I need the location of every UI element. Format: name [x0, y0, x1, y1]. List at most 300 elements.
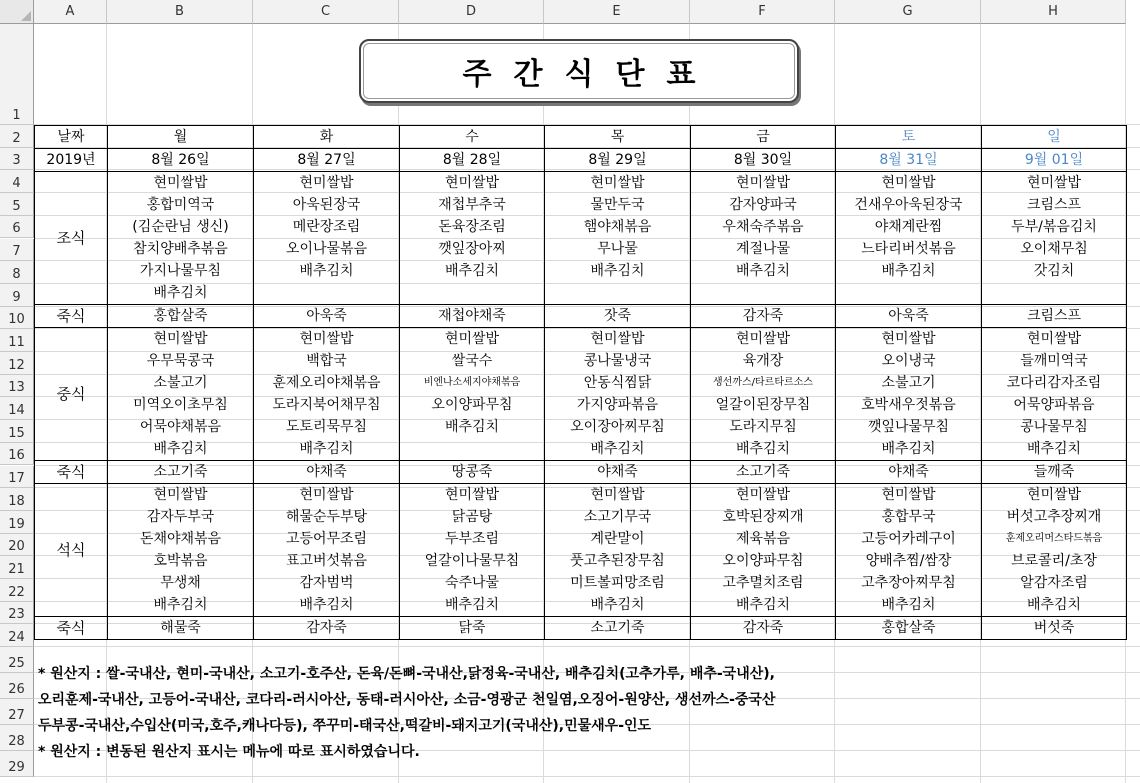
menu-item-cell-text: 배추김치 — [153, 441, 208, 457]
day-cell-text: 월 — [173, 129, 188, 145]
menu-item-cell-text: 현미쌀밥 — [1026, 175, 1082, 191]
menu-item-cell[interactable] — [545, 484, 691, 507]
menu-item-cell-text: 미트볼피망조림 — [570, 575, 665, 591]
menu-item-cell[interactable] — [691, 594, 836, 617]
menu-item-cell[interactable] — [836, 350, 982, 372]
title-box[interactable] — [359, 39, 799, 103]
menu-item-cell-text: 소불고기 — [881, 375, 936, 391]
menu-item-cell[interactable] — [400, 194, 545, 216]
porridge-cell[interactable] — [108, 617, 254, 640]
row-header-6[interactable]: 6 — [0, 216, 34, 239]
column-header-g[interactable]: G — [835, 0, 981, 24]
menu-item-cell[interactable] — [545, 550, 691, 572]
menu-item-cell[interactable] — [545, 260, 691, 282]
menu-item-cell[interactable] — [254, 328, 400, 351]
menu-item-cell[interactable] — [691, 194, 836, 216]
lunch-row — [35, 372, 1127, 394]
dinner-row — [35, 528, 1127, 550]
breakfast-row — [35, 260, 1127, 282]
row-header-2[interactable]: 2 — [0, 125, 34, 148]
menu-item-cell-text: 현미쌀밥 — [735, 487, 791, 503]
menu-item-cell[interactable] — [254, 238, 400, 260]
menu-item-cell-text — [545, 282, 690, 304]
menu-item-cell-text: 계절나물 — [735, 241, 791, 257]
menu-item-cell-text: 배추김치 — [444, 263, 500, 279]
menu-item-cell[interactable] — [691, 328, 836, 351]
menu-item-cell-text: 어묵야채볶음 — [139, 419, 222, 435]
menu-item-cell[interactable] — [108, 416, 254, 438]
menu-item-cell[interactable] — [691, 550, 836, 572]
porridge-cell[interactable] — [400, 305, 545, 328]
menu-item-cell-text: 돈육장조림 — [438, 219, 506, 235]
menu-item-cell[interactable] — [545, 238, 691, 260]
menu-item-cell[interactable] — [545, 438, 691, 461]
menu-item-cell[interactable] — [545, 572, 691, 594]
menu-item-cell[interactable] — [400, 216, 545, 238]
menu-item-cell[interactable] — [400, 438, 545, 461]
day-cell[interactable] — [400, 126, 545, 149]
menu-item-cell[interactable] — [108, 350, 254, 372]
day-cell[interactable] — [108, 126, 254, 149]
date-cell[interactable] — [254, 149, 400, 172]
menu-item-cell[interactable] — [108, 172, 254, 195]
porridge-cell-text: 홍합살죽 — [153, 308, 208, 324]
breakfast-row — [35, 194, 1127, 216]
menu-item-cell[interactable] — [691, 438, 836, 461]
menu-item-cell[interactable] — [400, 484, 545, 507]
menu-item-cell-text: 숙주나물 — [444, 575, 500, 591]
row-header-21[interactable]: 21 — [0, 556, 34, 579]
porridge-cell[interactable] — [982, 461, 1127, 484]
menu-item-cell[interactable] — [691, 372, 836, 394]
menu-item-cell[interactable] — [691, 484, 836, 507]
menu-item-cell[interactable] — [982, 438, 1127, 461]
menu-item-cell[interactable] — [836, 394, 982, 416]
column-header-a[interactable]: A — [34, 0, 107, 24]
menu-item-cell[interactable] — [545, 506, 691, 528]
column-header-e[interactable]: E — [544, 0, 690, 24]
menu-item-cell-text: 버섯고추장찌개 — [1006, 509, 1102, 525]
row-header-18[interactable]: 18 — [0, 488, 34, 511]
day-cell[interactable] — [254, 126, 400, 149]
menu-item-cell-text: 우채숙주볶음 — [722, 219, 804, 235]
date-cell-text: 8월 28일 — [442, 152, 502, 168]
menu-item-cell[interactable] — [982, 328, 1127, 351]
gridline-h — [34, 646, 1140, 647]
menu-item-cell[interactable] — [545, 594, 691, 617]
menu-item-cell[interactable] — [836, 438, 982, 461]
day-cell-text: 목 — [610, 129, 625, 145]
menu-item-cell[interactable] — [836, 484, 982, 507]
porridge1-label-cell[interactable] — [35, 305, 108, 328]
menu-item-cell[interactable] — [254, 172, 400, 195]
menu-item-cell[interactable] — [545, 282, 691, 305]
menu-item-cell[interactable] — [982, 282, 1127, 305]
porridge-cell[interactable] — [400, 461, 545, 484]
origin-note-2: 오리훈제-국내산, 고등어-국내산, 코다리-러시아산, 동태-러시아산, 소금-영광군 천일염,오징어-원양산, 생선까스-중국산 — [38, 692, 776, 708]
menu-item-cell[interactable] — [400, 550, 545, 572]
porridge2-label-cell[interactable] — [35, 461, 108, 484]
row-header-13[interactable]: 13 — [0, 375, 34, 398]
menu-item-cell[interactable] — [108, 394, 254, 416]
menu-item-cell-text: 배추김치 — [881, 597, 936, 613]
menu-item-cell[interactable] — [836, 416, 982, 438]
row-header-24[interactable]: 24 — [0, 624, 34, 647]
menu-item-cell-text: 백합국 — [306, 353, 347, 369]
row-header-16[interactable]: 16 — [0, 443, 34, 466]
day-cell[interactable] — [545, 126, 691, 149]
menu-item-cell[interactable] — [982, 528, 1127, 550]
menu-item-cell-text: 현미쌀밥 — [444, 487, 500, 503]
row-header-10[interactable]: 10 — [0, 307, 34, 330]
day-cell-text: 토 — [901, 129, 916, 145]
menu-item-cell[interactable] — [254, 528, 400, 550]
menu-item-cell[interactable] — [108, 572, 254, 594]
row-header-7[interactable]: 7 — [0, 239, 34, 262]
menu-item-cell[interactable] — [691, 172, 836, 195]
porridge-cell[interactable] — [836, 617, 982, 640]
menu-item-cell-text: 무나물 — [597, 241, 638, 257]
menu-item-cell[interactable] — [400, 372, 545, 394]
porridge-cell[interactable] — [836, 305, 982, 328]
menu-item-cell-text: 햄야채볶음 — [583, 219, 652, 235]
date-cell[interactable] — [836, 149, 982, 172]
menu-item-cell[interactable] — [691, 394, 836, 416]
porridge-cell[interactable] — [691, 305, 836, 328]
menu-item-cell[interactable] — [400, 594, 545, 617]
date-cell[interactable] — [691, 149, 836, 172]
menu-item-cell-text: 재첩부추국 — [438, 197, 506, 213]
menu-item-cell[interactable] — [254, 550, 400, 572]
menu-item-cell-text: 배추김치 — [590, 597, 645, 613]
menu-item-cell[interactable] — [545, 528, 691, 550]
date-label-cell[interactable] — [35, 126, 108, 149]
menu-item-cell[interactable] — [108, 594, 254, 617]
menu-item-cell[interactable] — [982, 394, 1127, 416]
menu-item-cell[interactable] — [982, 216, 1127, 238]
menu-item-cell[interactable] — [691, 216, 836, 238]
menu-item-cell[interactable] — [400, 282, 545, 305]
menu-item-cell-text: 현미쌀밥 — [590, 175, 645, 191]
row-header-29[interactable]: 29 — [0, 751, 34, 777]
menu-item-cell[interactable] — [545, 216, 691, 238]
porridge-cell-text: 해물죽 — [160, 620, 201, 636]
day-cell-text: 금 — [756, 129, 770, 145]
menu-item-cell-text: 깻잎장아찌 — [438, 241, 506, 257]
menu-item-cell[interactable] — [400, 328, 545, 351]
row-header-25[interactable]: 25 — [0, 647, 34, 673]
menu-item-cell[interactable] — [545, 372, 691, 394]
menu-item-cell[interactable] — [982, 484, 1127, 507]
menu-item-cell[interactable] — [982, 238, 1127, 260]
porridge-cell-text: 잣죽 — [603, 308, 632, 324]
menu-item-cell-text: 배추김치 — [153, 597, 208, 613]
row-header-23[interactable]: 23 — [0, 602, 34, 625]
breakfast-label-cell-text: 조식 — [56, 229, 86, 247]
menu-item-cell-text: 무생채 — [160, 575, 201, 591]
day-cell[interactable] — [982, 126, 1127, 149]
menu-item-cell-text: 깻잎나물무침 — [867, 419, 950, 435]
menu-item-cell[interactable] — [836, 238, 982, 260]
menu-item-cell[interactable] — [254, 416, 400, 438]
menu-item-cell[interactable] — [836, 572, 982, 594]
menu-item-cell[interactable] — [836, 528, 982, 550]
porridge-cell[interactable] — [545, 617, 691, 640]
menu-item-cell-text: 풋고추된장무침 — [570, 553, 665, 569]
menu-item-cell[interactable] — [108, 372, 254, 394]
row-header-17[interactable]: 17 — [0, 466, 34, 489]
menu-item-cell[interactable] — [108, 550, 254, 572]
menu-item-cell-text: 현미쌀밥 — [444, 331, 500, 347]
menu-item-cell[interactable] — [836, 282, 982, 305]
menu-item-cell-text: (김순란님 생신) — [132, 219, 229, 235]
column-header-b[interactable]: B — [107, 0, 253, 24]
day-cell[interactable] — [691, 126, 836, 149]
date-cell-text: 8월 30일 — [733, 152, 793, 168]
menu-item-cell[interactable] — [836, 328, 982, 351]
porridge-cell-text: 소고기죽 — [153, 464, 208, 480]
row-header-11[interactable]: 11 — [0, 329, 34, 352]
menu-item-cell-text — [691, 282, 835, 304]
menu-item-cell[interactable] — [108, 328, 254, 351]
menu-item-cell[interactable] — [108, 282, 254, 305]
menu-item-cell-text: 현미쌀밥 — [1026, 487, 1082, 503]
row-header-20[interactable]: 20 — [0, 534, 34, 557]
menu-item-cell-text: 오이냉국 — [881, 353, 936, 369]
menu-item-cell-text — [400, 438, 544, 460]
porridge-cell[interactable] — [982, 305, 1127, 328]
menu-item-cell[interactable] — [108, 238, 254, 260]
menu-item-cell[interactable] — [982, 572, 1127, 594]
porridge-cell[interactable] — [254, 461, 400, 484]
menu-item-cell-text: 배추김치 — [444, 419, 500, 435]
porridge3-label-cell[interactable] — [35, 617, 108, 640]
row-header-9[interactable]: 9 — [0, 284, 34, 307]
menu-item-cell[interactable] — [108, 438, 254, 461]
year-cell-text: 2019년 — [46, 152, 96, 168]
menu-item-cell[interactable] — [400, 350, 545, 372]
row-header-8[interactable]: 8 — [0, 261, 34, 284]
menu-item-cell[interactable] — [254, 572, 400, 594]
porridge-cell[interactable] — [400, 617, 545, 640]
menu-item-cell[interactable] — [836, 594, 982, 617]
row-header-14[interactable]: 14 — [0, 397, 34, 420]
row-header-28[interactable]: 28 — [0, 725, 34, 751]
menu-item-cell-text: 배추김치 — [153, 285, 208, 301]
menu-item-cell[interactable] — [982, 172, 1127, 195]
menu-item-cell[interactable] — [400, 260, 545, 282]
menu-item-cell[interactable] — [545, 350, 691, 372]
menu-item-cell-text: 배추김치 — [590, 263, 645, 279]
menu-item-cell[interactable] — [254, 438, 400, 461]
porridge-cell[interactable] — [545, 461, 691, 484]
dinner-label-cell[interactable] — [35, 484, 108, 617]
menu-item-cell-text: 미역오이초무침 — [133, 397, 228, 413]
porridge2-row — [35, 461, 1127, 484]
menu-item-cell[interactable] — [108, 194, 254, 216]
menu-item-cell-text: 배추김치 — [881, 441, 936, 457]
menu-item-cell[interactable] — [691, 572, 836, 594]
menu-item-cell[interactable] — [545, 194, 691, 216]
menu-item-cell[interactable] — [982, 194, 1127, 216]
menu-item-cell-text: 닭곰탕 — [451, 509, 493, 525]
menu-item-cell[interactable] — [108, 528, 254, 550]
menu-item-cell[interactable] — [836, 372, 982, 394]
row-header-3[interactable]: 3 — [0, 148, 34, 171]
menu-item-cell[interactable] — [982, 506, 1127, 528]
origin-note-3: 두부콩-국내산,수입산(미국,호주,캐나다등), 쭈꾸미-태국산,떡갈비-돼지고기(국내산),민물새우-인도 — [38, 718, 652, 734]
menu-item-cell[interactable] — [836, 194, 982, 216]
porridge-cell-text: 감자죽 — [306, 620, 347, 636]
menu-item-cell[interactable] — [691, 260, 836, 282]
menu-item-cell[interactable] — [982, 594, 1127, 617]
origin-note-1: * 원산지 : 쌀-국내산, 현미-국내산, 소고기-호주산, 돈육/돈뼈-국내산,닭정육-국내산, 배추김치(고추가루, 배추-국내산), — [38, 666, 775, 682]
day-cell-text: 일 — [1047, 129, 1061, 145]
menu-item-cell-text: 콩나물냉국 — [583, 353, 652, 369]
menu-item-cell[interactable] — [254, 372, 400, 394]
menu-item-cell-text — [254, 282, 399, 304]
menu-item-cell-text: 고등어무조림 — [285, 531, 368, 547]
porridge-cell-text: 들깨죽 — [1033, 464, 1075, 480]
date-row — [35, 149, 1127, 172]
column-header-d[interactable]: D — [399, 0, 544, 24]
row-header-27[interactable]: 27 — [0, 699, 34, 725]
menu-item-cell[interactable] — [108, 260, 254, 282]
menu-item-cell-text: 배추김치 — [735, 597, 791, 613]
day-cell-text: 화 — [319, 129, 334, 145]
column-header-h[interactable]: H — [981, 0, 1126, 24]
porridge-cell[interactable] — [254, 305, 400, 328]
menu-item-cell[interactable] — [982, 350, 1127, 372]
menu-item-cell[interactable] — [400, 528, 545, 550]
menu-item-cell[interactable] — [691, 238, 836, 260]
menu-item-cell[interactable] — [254, 506, 400, 528]
porridge-cell-text: 소고기죽 — [735, 464, 791, 480]
row-header-26[interactable]: 26 — [0, 673, 34, 699]
porridge-cell[interactable] — [545, 305, 691, 328]
menu-item-cell-text: 도라지무침 — [729, 419, 797, 435]
menu-item-cell[interactable] — [400, 238, 545, 260]
menu-item-cell-text: 현미쌀밥 — [153, 175, 208, 191]
menu-item-cell[interactable] — [836, 506, 982, 528]
menu-item-cell[interactable] — [108, 484, 254, 507]
menu-item-cell[interactable] — [691, 282, 836, 305]
porridge-cell[interactable] — [982, 617, 1127, 640]
menu-item-cell[interactable] — [254, 594, 400, 617]
date-cell[interactable] — [982, 149, 1127, 172]
date-cell[interactable] — [400, 149, 545, 172]
menu-item-cell-text: 현미쌀밥 — [153, 331, 208, 347]
column-header-f[interactable]: F — [690, 0, 835, 24]
menu-item-cell-text: 해물순두부탕 — [285, 509, 368, 525]
menu-item-cell-text: 현미쌀밥 — [299, 175, 354, 191]
row-header-4[interactable]: 4 — [0, 170, 34, 193]
menu-item-cell[interactable] — [254, 394, 400, 416]
menu-item-cell[interactable] — [982, 372, 1127, 394]
menu-item-cell[interactable] — [400, 394, 545, 416]
row-header-19[interactable]: 19 — [0, 511, 34, 534]
menu-item-cell-text: 얼갈이나물무침 — [424, 553, 520, 569]
breakfast-row — [35, 238, 1127, 260]
menu-item-cell-text — [982, 282, 1126, 304]
menu-item-cell[interactable] — [254, 260, 400, 282]
menu-item-cell[interactable] — [545, 172, 691, 195]
dinner-row — [35, 506, 1127, 528]
menu-item-cell[interactable] — [254, 216, 400, 238]
menu-item-cell[interactable] — [836, 216, 982, 238]
menu-item-cell-text: 고추멸치조림 — [722, 575, 804, 591]
menu-item-cell-text: 현미쌀밥 — [881, 175, 936, 191]
menu-item-cell[interactable] — [982, 260, 1127, 282]
date-cell-text: 8월 29일 — [588, 152, 647, 168]
menu-item-cell-text: 생선까스/타르타르소스 — [713, 377, 813, 388]
menu-item-cell[interactable] — [545, 328, 691, 351]
menu-item-cell[interactable] — [836, 260, 982, 282]
date-cell[interactable] — [108, 149, 254, 172]
day-cell[interactable] — [836, 126, 982, 149]
menu-item-cell[interactable] — [254, 282, 400, 305]
row-header-15[interactable]: 15 — [0, 420, 34, 443]
menu-item-cell-text: 현미쌀밥 — [881, 331, 936, 347]
date-cell[interactable] — [545, 149, 691, 172]
breakfast-label-cell[interactable] — [35, 172, 108, 305]
menu-item-cell[interactable] — [400, 416, 545, 438]
menu-item-cell[interactable] — [400, 172, 545, 195]
row-header-22[interactable]: 22 — [0, 579, 34, 602]
menu-item-cell[interactable] — [400, 572, 545, 594]
porridge2-label-cell-text: 죽식 — [56, 463, 86, 481]
menu-item-cell[interactable] — [108, 506, 254, 528]
porridge-cell[interactable] — [254, 617, 400, 640]
menu-item-cell[interactable] — [545, 416, 691, 438]
menu-item-cell[interactable] — [691, 528, 836, 550]
menu-item-cell[interactable] — [836, 172, 982, 195]
row-header-12[interactable]: 12 — [0, 352, 34, 375]
menu-item-cell-text: 오이채무침 — [1020, 241, 1088, 257]
column-header-c[interactable]: C — [253, 0, 399, 24]
menu-item-cell[interactable] — [545, 394, 691, 416]
row-header-1[interactable]: 1 — [0, 24, 34, 125]
menu-item-cell[interactable] — [836, 550, 982, 572]
menu-item-cell[interactable] — [254, 194, 400, 216]
year-cell[interactable] — [35, 149, 108, 172]
menu-item-cell-text: 가지양파볶음 — [576, 397, 659, 413]
porridge-cell[interactable] — [691, 617, 836, 640]
porridge-cell[interactable] — [836, 461, 982, 484]
menu-item-cell[interactable] — [691, 416, 836, 438]
lunch-label-cell[interactable] — [35, 328, 108, 461]
row-header-5[interactable]: 5 — [0, 193, 34, 216]
menu-item-cell[interactable] — [691, 350, 836, 372]
menu-item-cell-text: 두부/볶음김치 — [1011, 219, 1097, 235]
lunch-row — [35, 328, 1127, 351]
menu-item-cell[interactable] — [400, 506, 545, 528]
porridge-cell[interactable] — [108, 461, 254, 484]
menu-item-cell[interactable] — [254, 350, 400, 372]
menu-item-cell-text: 두부조림 — [444, 531, 500, 547]
menu-item-cell[interactable] — [691, 506, 836, 528]
select-all-corner[interactable] — [0, 0, 34, 24]
menu-item-cell-text: 쌀국수 — [451, 353, 493, 369]
date-label-cell-text: 날짜 — [57, 129, 85, 145]
menu-item-cell-text: 오이양파무침 — [722, 553, 804, 569]
menu-item-cell[interactable] — [982, 416, 1127, 438]
menu-item-cell[interactable] — [108, 216, 254, 238]
porridge-cell[interactable] — [108, 305, 254, 328]
porridge-cell[interactable] — [691, 461, 836, 484]
menu-item-cell[interactable] — [982, 550, 1127, 572]
menu-item-cell[interactable] — [254, 484, 400, 507]
